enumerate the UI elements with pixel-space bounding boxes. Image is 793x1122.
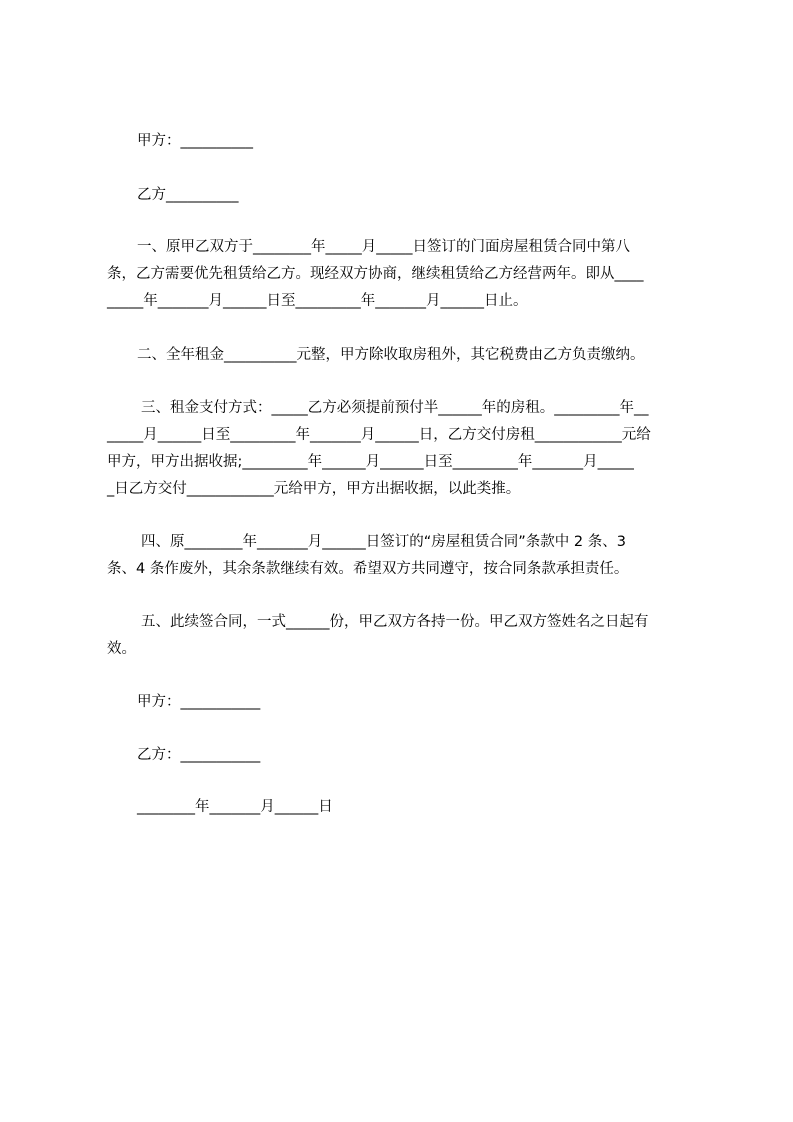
signature-party-b: 乙方：___________	[137, 747, 261, 763]
clause-3-line-4: _日乙方交付____________元给甲方，甲方出据收据，以此类推。	[107, 481, 521, 497]
clause-5-line-1: 五、此续签合同，一式______份，甲乙双方各持一份。甲乙双方签姓名之日起有	[141, 614, 649, 630]
clause-3-line-2: _____月______日至_________年_______月______日，乙方交付房租____________元给	[107, 427, 651, 443]
clause-1-line-3: _____年_______月______日至_________年_______月______日止。	[107, 293, 528, 309]
signature-date: ________年_______月______日	[137, 799, 333, 815]
clause-3-line-1: 三、租金支付方式：_____乙方必须提前预付半______年的房租。_________年__	[141, 400, 649, 416]
clause-1-line-1: 一、原甲乙双方于________年_____月_____日签订的门面房屋租赁合同中第八	[137, 239, 630, 255]
party-b-header: 乙方__________	[137, 187, 239, 203]
clause-2-line-1: 二、全年租金__________元整，甲方除收取房租外，其它税费由乙方负责缴纳。	[137, 347, 645, 363]
clause-1-line-2: 条，乙方需要优先租赁给乙方。现经双方协商，继续租赁给乙方经营两年。即从____	[107, 266, 644, 282]
clause-3-line-3: 甲方，甲方出据收据;_________年______月______日至_________年_______月_____	[107, 454, 634, 470]
signature-party-a: 甲方：___________	[137, 694, 261, 710]
clause-4-line-2: 条、4 条作废外，其余条款继续有效。希望双方共同遵守，按合同条款承担责任。	[107, 561, 629, 577]
clause-4-line-1: 四、原________年_______月______日签订的“房屋租赁合同”条款中 2 条、3	[141, 534, 626, 550]
party-a-header: 甲方：__________	[137, 133, 253, 149]
clause-5-line-2: 效。	[107, 641, 136, 657]
